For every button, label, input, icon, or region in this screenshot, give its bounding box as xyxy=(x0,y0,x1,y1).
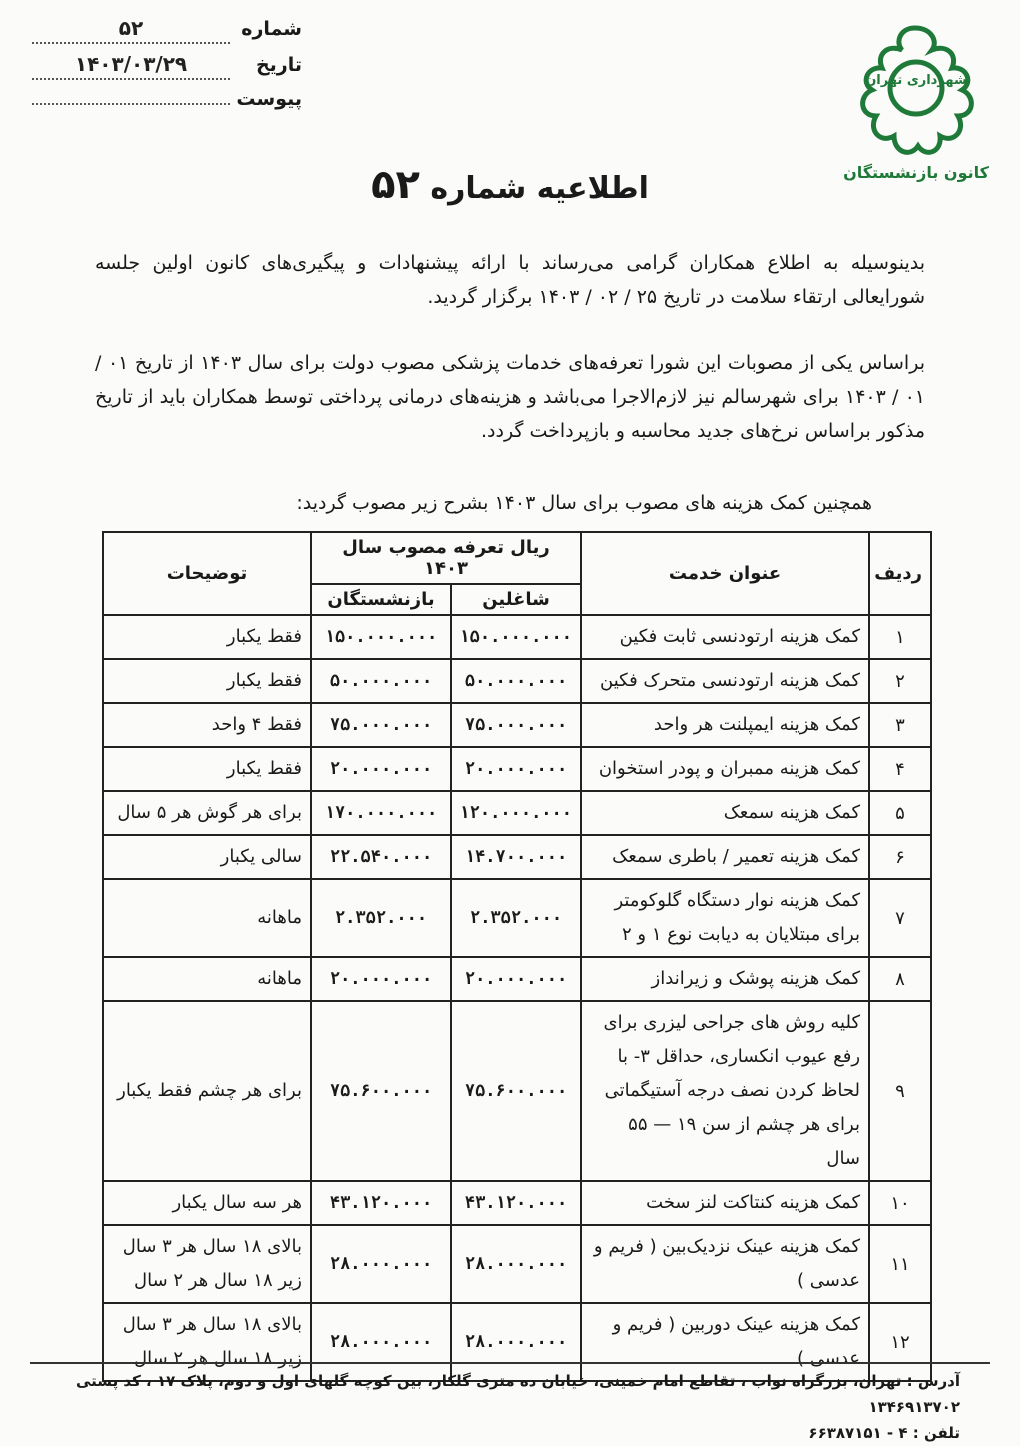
paragraph-1: بدینوسیله به اطلاع همکاران گرامی می‌رساند با ارائه پیشنهادات و پیگیری‌های کانون اولین جلسه شورایعالی ارتقاء سلامت در تاریخ ۲۵ / ۰۲ / ۱۴۰۳ برگزار گردید. xyxy=(95,252,925,308)
date-label: تاریخ xyxy=(255,54,302,76)
footer-address: آدرس : تهران، بزرگراه نواب ، تقاطع امام خمینی، خیابان ده متری گلکار، بین کوچه گلهای اول و دوم، پلاک ۱۷ ، کد پستی ۱۳۴۶۹۱۳۷۰۲ xyxy=(76,1372,960,1416)
retired-amount-cell: ۲۸.۰۰۰.۰۰۰ xyxy=(311,1303,451,1381)
service-title-cell: کمک هزینه ممبران و پودر استخوان xyxy=(581,747,869,791)
notes-cell: هر سه سال یکبار xyxy=(103,1181,311,1225)
notes-cell: ماهانه xyxy=(103,879,311,957)
row-number-cell: ۳ xyxy=(869,703,931,747)
row-number-cell: ۵ xyxy=(869,791,931,835)
notes-cell: ماهانه xyxy=(103,957,311,1001)
table-row xyxy=(103,1225,931,1303)
row-number-cell: ۱۰ xyxy=(869,1181,931,1225)
notice-number: ۵۲ xyxy=(371,162,420,208)
header-retired: بازنشستگان xyxy=(311,584,451,615)
notes-cell: بالای ۱۸ سال هر ۳ سال زیر ۱۸ سال هر ۲ سال xyxy=(103,1225,311,1303)
table-row xyxy=(103,1001,931,1181)
number-label: شماره xyxy=(241,18,302,40)
employed-amount-cell: ۷۵.۶۰۰.۰۰۰ xyxy=(451,1001,581,1181)
employed-amount-cell: ۲۰.۰۰۰.۰۰۰ xyxy=(451,957,581,1001)
footer-divider xyxy=(30,1362,990,1364)
cost-table xyxy=(102,531,932,1382)
meta-attachment-row xyxy=(32,88,302,124)
service-title-cell: کمک هزینه ایمپلنت هر واحد xyxy=(581,703,869,747)
row-number-cell: ۲ xyxy=(869,659,931,703)
retired-amount-cell: ۲۰.۰۰۰.۰۰۰ xyxy=(311,747,451,791)
row-number-cell: ۱ xyxy=(869,615,931,659)
table-header-row xyxy=(103,532,931,584)
header-service: عنوان خدمت xyxy=(581,532,869,615)
notes-cell: برای هر چشم فقط یکبار xyxy=(103,1001,311,1181)
notice-title-text: اطلاعیه شماره xyxy=(430,171,649,206)
header-employed: شاغلین xyxy=(451,584,581,615)
footer-phone: تلفن : ۴ - ۶۶۳۸۷۱۵۱ xyxy=(808,1424,960,1442)
service-title-cell: کمک هزینه پوشک و زیرانداز xyxy=(581,957,869,1001)
date-value: ۱۴۰۳/۰۳/۲۹ xyxy=(32,52,230,80)
service-title-cell: کمک هزینه نوار دستگاه گلوکومتر برای مبتلایان به دیابت نوع ۱ و ۲ xyxy=(581,879,869,957)
header-notes: توضیحات xyxy=(103,532,311,615)
service-title-cell: کمک هزینه کنتاکت لنز سخت xyxy=(581,1181,869,1225)
notice-title xyxy=(0,162,1020,208)
retired-amount-cell: ۲.۳۵۲.۰۰۰ xyxy=(311,879,451,957)
attachment-value xyxy=(32,101,230,105)
employed-amount-cell: ۲۰.۰۰۰.۰۰۰ xyxy=(451,747,581,791)
notes-cell: فقط یکبار xyxy=(103,659,311,703)
employed-amount-cell: ۷۵.۰۰۰.۰۰۰ xyxy=(451,703,581,747)
row-number-cell: ۹ xyxy=(869,1001,931,1181)
notes-cell: برای هر گوش هر ۵ سال xyxy=(103,791,311,835)
row-number-cell: ۱۲ xyxy=(869,1303,931,1381)
row-number-cell: ۴ xyxy=(869,747,931,791)
employed-amount-cell: ۵۰.۰۰۰.۰۰۰ xyxy=(451,659,581,703)
service-title-cell: کمک هزینه تعمیر / باطری سمعک xyxy=(581,835,869,879)
notes-cell: سالی یکبار xyxy=(103,835,311,879)
table-row xyxy=(103,957,931,1001)
row-number-cell: ۸ xyxy=(869,957,931,1001)
employed-amount-cell: ۲۸.۰۰۰.۰۰۰ xyxy=(451,1225,581,1303)
employed-amount-cell: ۱۲۰.۰۰۰.۰۰۰ xyxy=(451,791,581,835)
retired-amount-cell: ۱۷۰.۰۰۰.۰۰۰ xyxy=(311,791,451,835)
number-value: ۵۲ xyxy=(32,16,230,44)
meta-number-row xyxy=(32,16,302,52)
logo-text: کانون بازنشستگان xyxy=(843,163,989,182)
notes-cell: فقط یکبار xyxy=(103,747,311,791)
employed-amount-cell: ۲.۳۵۲.۰۰۰ xyxy=(451,879,581,957)
table-body xyxy=(103,615,931,1381)
paragraph-2: براساس یکی از مصوبات این شورا تعرفه‌های خدمات پزشکی مصوب دولت برای سال ۱۴۰۳ از تاریخ ۰۱ / ۰۱ / ۱۴۰۳ برای شهرسالم نیز لازم‌الاجرا می‌باشد و هزینه‌های درمانی پرداختی توسط همکاران باید از تاریخ مذکور براساس نرخ‌های جدید محاسبه و بازپرداخت گردد. xyxy=(95,352,925,442)
document-meta xyxy=(32,16,302,124)
employed-amount-cell: ۴۳.۱۲۰.۰۰۰ xyxy=(451,1181,581,1225)
notes-cell: بالای ۱۸ سال هر ۳ سال زیر ۱۸ سال هر ۲ سال xyxy=(103,1303,311,1381)
retired-amount-cell: ۲۸.۰۰۰.۰۰۰ xyxy=(311,1225,451,1303)
retired-amount-cell: ۲۲.۵۴۰.۰۰۰ xyxy=(311,835,451,879)
footer xyxy=(40,1368,960,1446)
table-row xyxy=(103,1181,931,1225)
employed-amount-cell: ۱۴.۷۰۰.۰۰۰ xyxy=(451,835,581,879)
service-title-cell: کمک هزینه عینک نزدیک‌بین ( فریم و عدسی ) xyxy=(581,1225,869,1303)
service-title-cell: کمک هزینه سمعک xyxy=(581,791,869,835)
retired-amount-cell: ۴۳.۱۲۰.۰۰۰ xyxy=(311,1181,451,1225)
notes-cell: فقط یکبار xyxy=(103,615,311,659)
table-row xyxy=(103,879,931,957)
header-row-number: ردیف xyxy=(869,532,931,615)
meta-date-row xyxy=(32,52,302,88)
row-number-cell: ۶ xyxy=(869,835,931,879)
service-title-cell: کمک هزینه ارتودنسی ثابت فکین xyxy=(581,615,869,659)
table-row xyxy=(103,703,931,747)
retired-amount-cell: ۷۵.۶۰۰.۰۰۰ xyxy=(311,1001,451,1181)
retired-amount-cell: ۷۵.۰۰۰.۰۰۰ xyxy=(311,703,451,747)
retired-amount-cell: ۱۵۰.۰۰۰.۰۰۰ xyxy=(311,615,451,659)
retired-amount-cell: ۵۰.۰۰۰.۰۰۰ xyxy=(311,659,451,703)
table-row xyxy=(103,615,931,659)
employed-amount-cell: ۱۵۰.۰۰۰.۰۰۰ xyxy=(451,615,581,659)
header-tariff: ریال تعرفه مصوب سال ۱۴۰۳ xyxy=(311,532,581,584)
row-number-cell: ۱۱ xyxy=(869,1225,931,1303)
table-row xyxy=(103,791,931,835)
retired-amount-cell: ۲۰.۰۰۰.۰۰۰ xyxy=(311,957,451,1001)
notes-cell: فقط ۴ واحد xyxy=(103,703,311,747)
attachment-label: پیوست xyxy=(236,88,302,110)
paragraph-3: همچنین کمک هزینه های مصوب برای سال ۱۴۰۳ بشرح زیر مصوب گردید: xyxy=(296,492,872,514)
row-number-cell: ۷ xyxy=(869,879,931,957)
logo-badge-text: شهرداری تهران xyxy=(865,73,967,88)
service-title-cell: کمک هزینه عینک دوربین ( فریم و عدسی ) xyxy=(581,1303,869,1381)
table-row xyxy=(103,747,931,791)
employed-amount-cell: ۲۸.۰۰۰.۰۰۰ xyxy=(451,1303,581,1381)
table-row xyxy=(103,659,931,703)
service-title-cell: کمک هزینه ارتودنسی متحرک فکین xyxy=(581,659,869,703)
service-title-cell: کلیه روش های جراحی لیزری برای رفع عیوب انکساری، حداقل ۳- با لحاظ کردن نصف درجه آستیگماتی برای هر چشم از سن ۱۹ — ۵۵ سال xyxy=(581,1001,869,1181)
table-row xyxy=(103,835,931,879)
